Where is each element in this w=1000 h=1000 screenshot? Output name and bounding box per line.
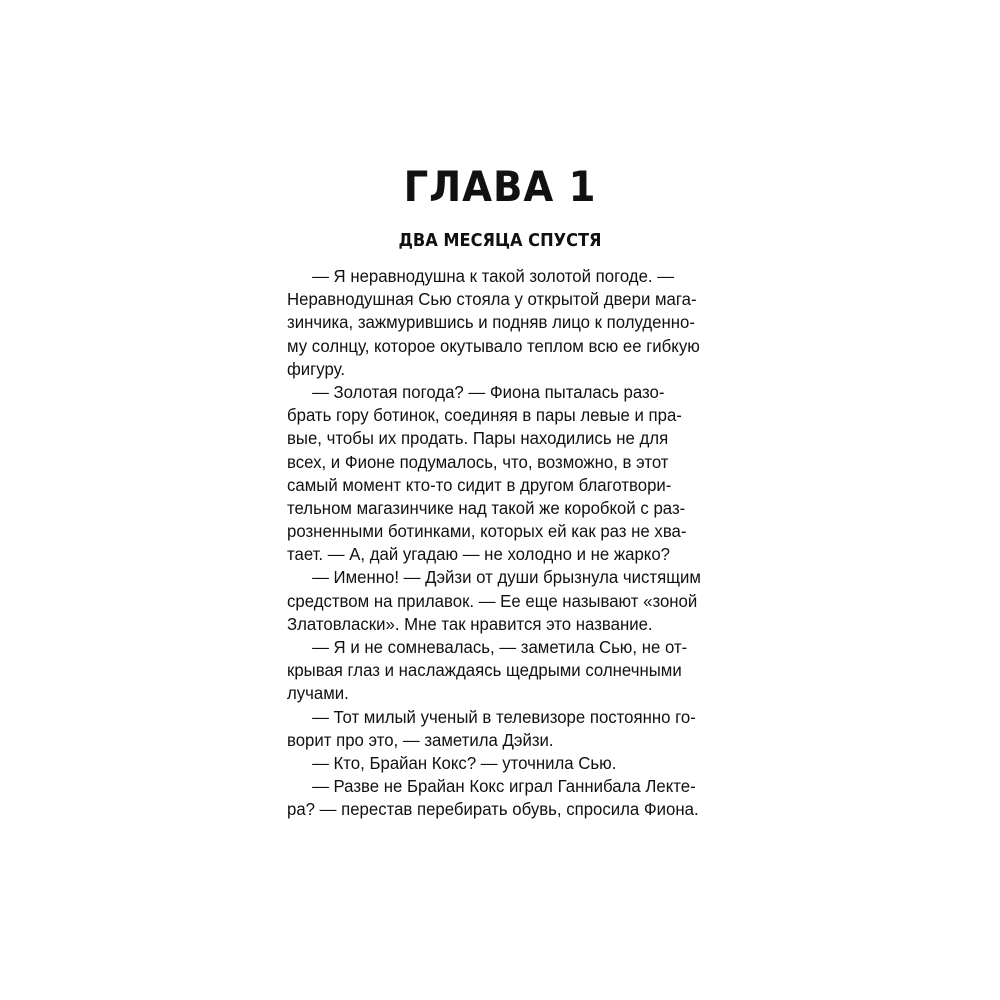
- chapter-subtitle: ДВА МЕСЯЦА СПУСТЯ: [398, 230, 602, 251]
- text-line: — Я неравнодушна к такой золотой погоде. —: [312, 266, 675, 286]
- text-line: — Именно! — Дэйзи от души брызнула чистящим: [312, 567, 701, 588]
- text-line: ворит про это, — заметила Дэйзи.: [287, 729, 554, 750]
- text-line: тает. — А, дай угадаю — не холодно и не жарко?: [287, 544, 671, 565]
- text-line: вые, чтобы их продать. Пары находились не для: [287, 428, 669, 449]
- text-line: розненными ботинками, которых ей как раз не хва-: [287, 521, 687, 542]
- text-line: — Золотая погода? — Фиона пыталась разо-: [312, 381, 665, 402]
- text-line: ра? — перестав перебирать обувь, спросила Фиона.: [287, 799, 699, 820]
- text-line: самый момент кто-то сидит в другом благотвори-: [287, 474, 672, 495]
- text-line: му солнцу, которое окутывало теплом всю ее гибкую: [287, 335, 700, 356]
- text-line: — Кто, Брайан Кокс? — уточнила Сью.: [312, 752, 617, 773]
- text-line: зинчика, зажмурившись и подняв лицо к полуденно-: [287, 312, 695, 333]
- text-line: тельном магазинчике над такой же коробкой с раз-: [287, 497, 686, 518]
- text-line: — Разве не Брайан Кокс играл Ганнибала Лекте-: [312, 776, 696, 797]
- text-line: — Тот милый ученый в телевизоре постоянно го-: [312, 706, 696, 727]
- text-line: брать гору ботинок, соединяя в пары левые и пра-: [287, 405, 682, 426]
- text-line: всех, и Фионе подумалось, что, возможно, в этот: [287, 451, 669, 472]
- text-line: фигуру.: [287, 358, 346, 379]
- text-line: крывая глаз и наслаждаясь щедрыми солнечными: [287, 660, 682, 681]
- text-line: Златовласки». Мне так нравится это название.: [287, 613, 653, 634]
- text-line: средством на прилавок. — Ее еще называют «зоной: [287, 590, 698, 611]
- chapter-title: ГЛАВА 1: [403, 162, 597, 211]
- body-text: [287, 265, 727, 822]
- text-line: Неравнодушная Сью стояла у открытой двери мага-: [287, 289, 697, 310]
- text-line: — Я и не сомневалась, — заметила Сью, не от-: [312, 637, 688, 657]
- text-line: лучами.: [287, 683, 349, 704]
